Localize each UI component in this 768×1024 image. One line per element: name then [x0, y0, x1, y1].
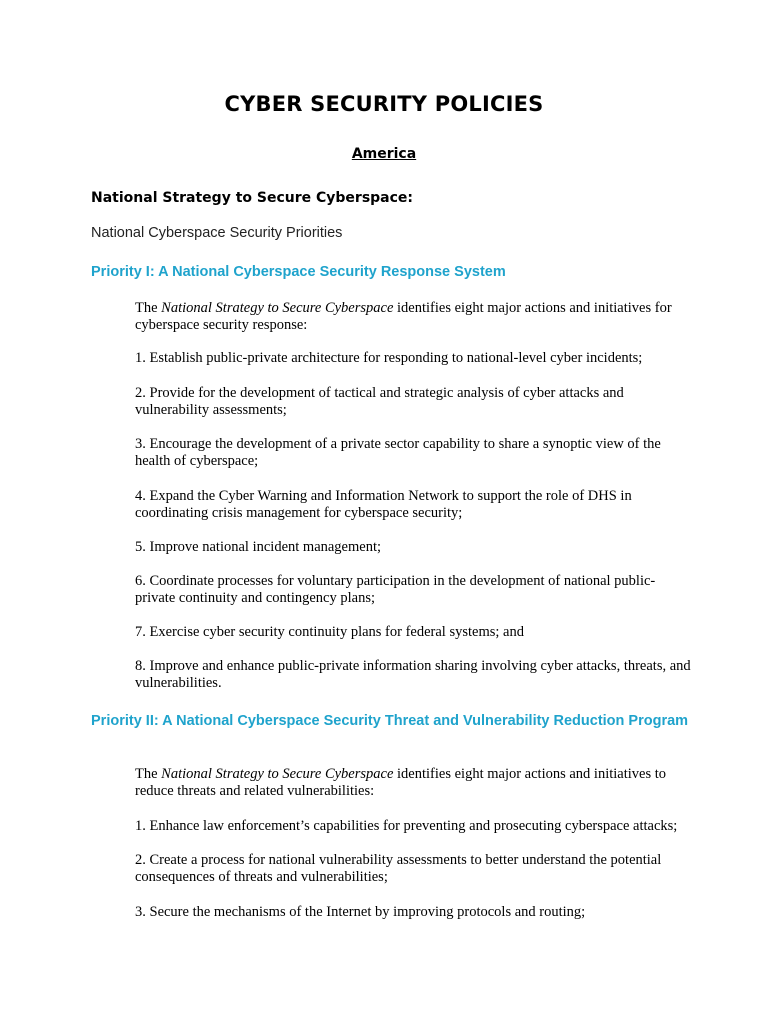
intro-prefix: The — [135, 766, 162, 782]
intro-suffix: identifies eight major actions and initiatives to reduce threats and related vulnerabilities: — [135, 766, 667, 799]
list-item: 8. Improve and enhance public-private information sharing involving cyber attacks, threats, and vulnerabilities. — [135, 658, 691, 691]
list-item: 1. Enhance law enforcement’s capabilities for preventing and prosecuting cyberspace attacks; — [135, 818, 678, 834]
intro-prefix: The — [135, 300, 162, 316]
intro-italic: National Strategy to Secure Cyberspace — [161, 766, 394, 782]
intro-suffix: identifies eight major actions and initiatives for cyberspace security response: — [135, 300, 672, 333]
priority-2-intro — [135, 766, 695, 800]
section-subheading: National Cyberspace Security Priorities — [91, 225, 343, 241]
intro-italic: National Strategy to Secure Cyberspace — [161, 300, 394, 316]
document-title: CYBER SECURITY POLICIES — [224, 92, 544, 116]
list-item: 2. Provide for the development of tactical and strategic analysis of cyber attacks and vulnerability assessments; — [135, 385, 624, 418]
list-item: 3. Encourage the development of a private sector capability to share a synoptic view of the health of cyberspace; — [135, 436, 661, 469]
section-heading: National Strategy to Secure Cyberspace: — [91, 190, 414, 206]
list-item: 5. Improve national incident management; — [135, 539, 382, 555]
list-item: 3. Secure the mechanisms of the Internet by improving protocols and routing; — [135, 904, 586, 920]
priority-2-heading: Priority II: A National Cyberspace Security Threat and Vulnerability Reduction Program — [91, 713, 689, 729]
list-item: 6. Coordinate processes for voluntary participation in the development of national public-private continuity and contingency plans; — [135, 573, 656, 606]
list-item: 1. Establish public-private architecture for responding to national-level cyber incidents; — [135, 350, 643, 366]
document-subtitle: America — [351, 146, 417, 162]
list-item: 4. Expand the Cyber Warning and Information Network to support the role of DHS in coordinating crisis management for cyberspace security; — [135, 488, 632, 521]
priority-1-intro — [135, 300, 695, 334]
list-item: 7. Exercise cyber security continuity plans for federal systems; and — [135, 624, 524, 640]
list-item: 2. Create a process for national vulnerability assessments to better understand the potential consequences of threats and vulnerabilities; — [135, 852, 662, 885]
priority-1-heading: Priority I: A National Cyberspace Security Response System — [91, 264, 506, 280]
